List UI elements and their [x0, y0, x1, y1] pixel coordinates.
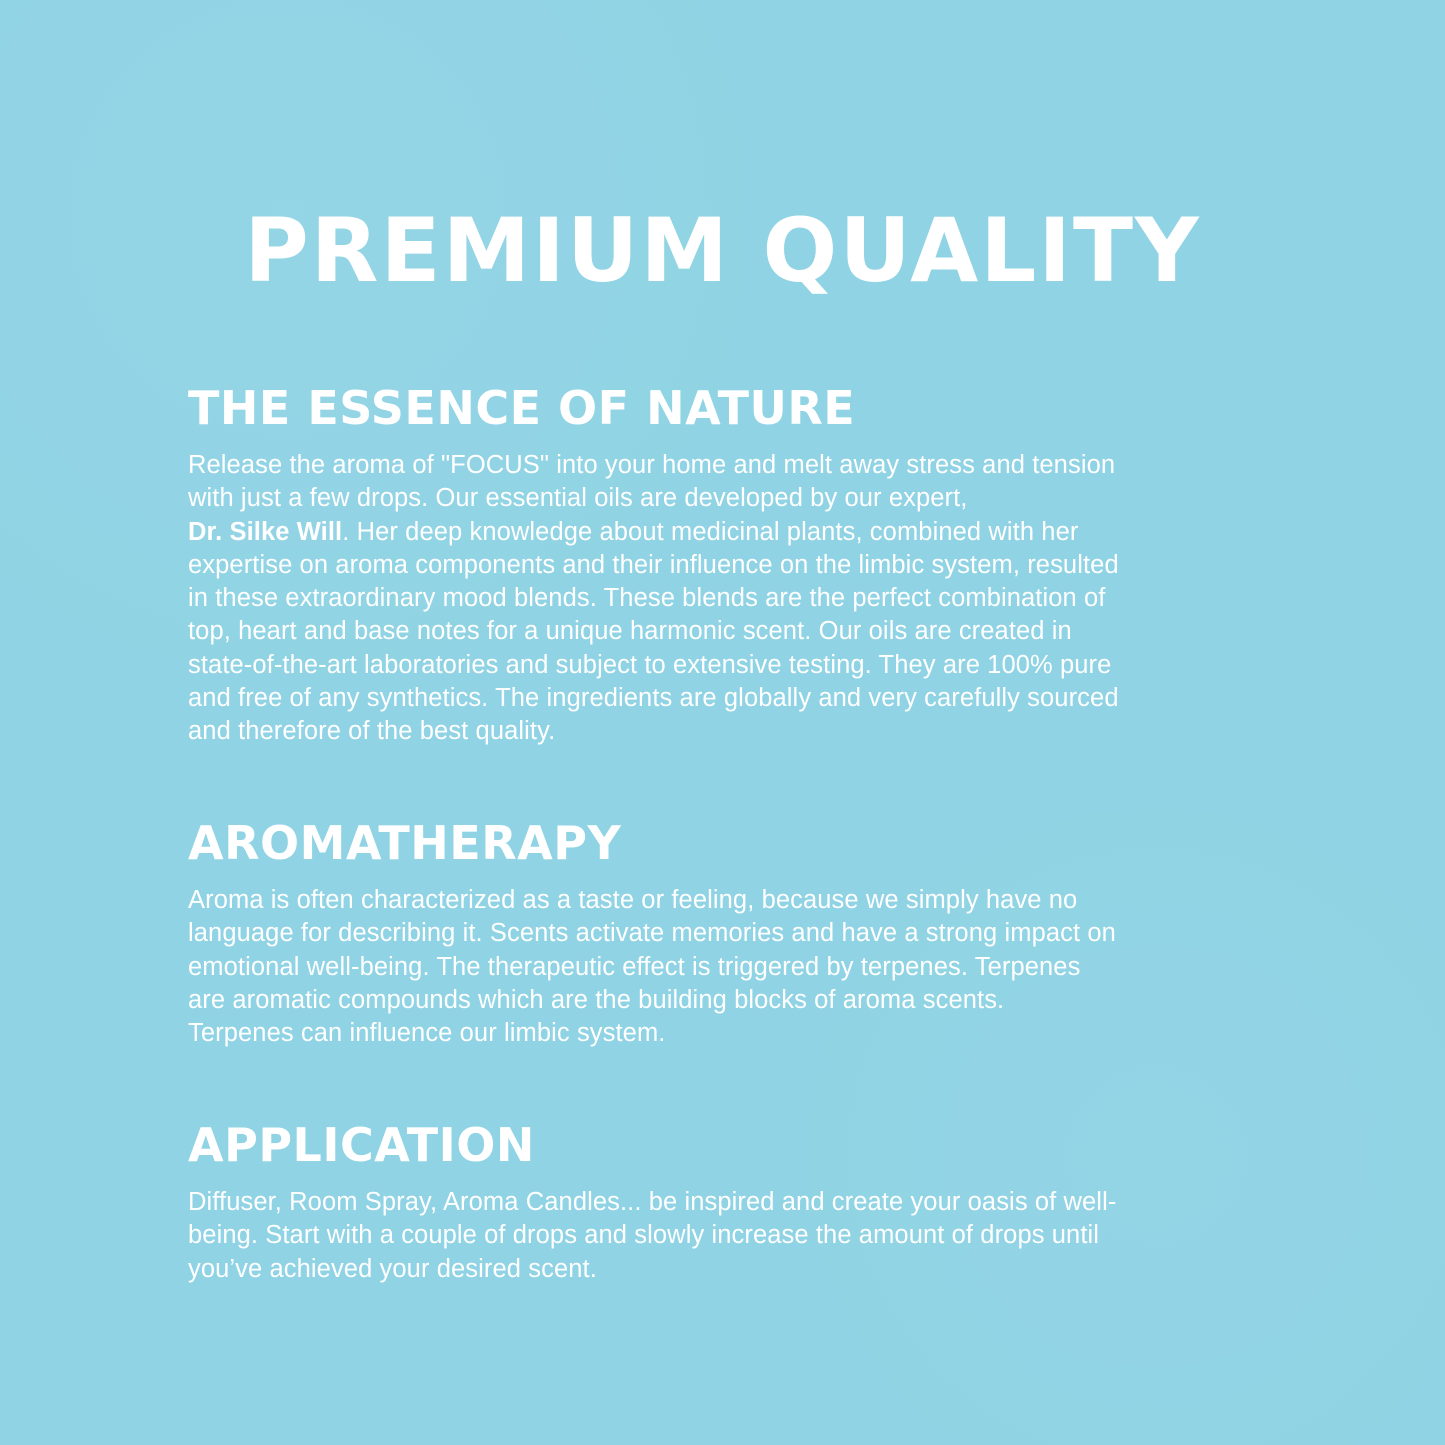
page-title: PREMIUM QUALITY	[244, 198, 1201, 302]
essence-line-9: and therefore of the best quality.	[188, 717, 556, 746]
essence-line-5: in these extraordinary mood blends. These blends are the perfect combination of	[188, 584, 1106, 613]
essence-body	[188, 449, 1263, 749]
essence-section	[188, 381, 1263, 749]
aromatherapy-line-3: emotional well-being. The therapeutic effect is triggered by terpenes. Terpenes	[188, 952, 1081, 981]
aromatherapy-line-4: are aromatic compounds which are the building blocks of aroma scents.	[188, 985, 1005, 1014]
essence-line-3	[188, 516, 1263, 549]
essence-line-3-rest: . Her deep knowledge about medicinal plants, combined with her	[342, 517, 1079, 546]
aromatherapy-line-5: Terpenes can influence our limbic system.	[188, 1019, 666, 1048]
application-body	[188, 1186, 1263, 1286]
aromatherapy-body	[188, 884, 1263, 1050]
application-line-2: being. Start with a couple of drops and slowly increase the amount of drops until	[188, 1221, 1100, 1250]
essence-line-4: expertise on aroma components and their influence on the limbic system, resulted	[188, 550, 1119, 579]
application-section	[188, 1118, 1263, 1286]
essence-heading: THE ESSENCE OF NATURE	[188, 381, 856, 435]
aromatherapy-heading: AROMATHERAPY	[188, 816, 622, 870]
application-line-3: you’ve achieved your desired scent.	[188, 1254, 597, 1283]
essence-line-2: with just a few drops. Our essential oils are developed by our expert,	[188, 484, 968, 513]
aromatherapy-line-1: Aroma is often characterized as a taste or feeling, because we simply have no	[188, 886, 1078, 914]
aromatherapy-section	[188, 816, 1263, 1050]
essence-line-6: top, heart and base notes for a unique harmonic scent. Our oils are created in	[188, 617, 1072, 646]
application-heading: APPLICATION	[188, 1118, 535, 1172]
essence-line-8: and free of any synthetics. The ingredients are globally and very carefully sourced	[188, 684, 1119, 713]
aromatherapy-line-2: language for describing it. Scents activate memories and have a strong impact on	[188, 919, 1116, 948]
essence-line-1: Release the aroma of "FOCUS" into your home and melt away stress and tension	[188, 451, 1116, 479]
expert-name: Dr. Silke Will	[188, 517, 343, 546]
essence-line-7: state-of-the-art laboratories and subject to extensive testing. They are 100% pure	[188, 650, 1112, 679]
application-line-1: Diffuser, Room Spray, Aroma Candles... be inspired and create your oasis of well-	[188, 1188, 1117, 1216]
